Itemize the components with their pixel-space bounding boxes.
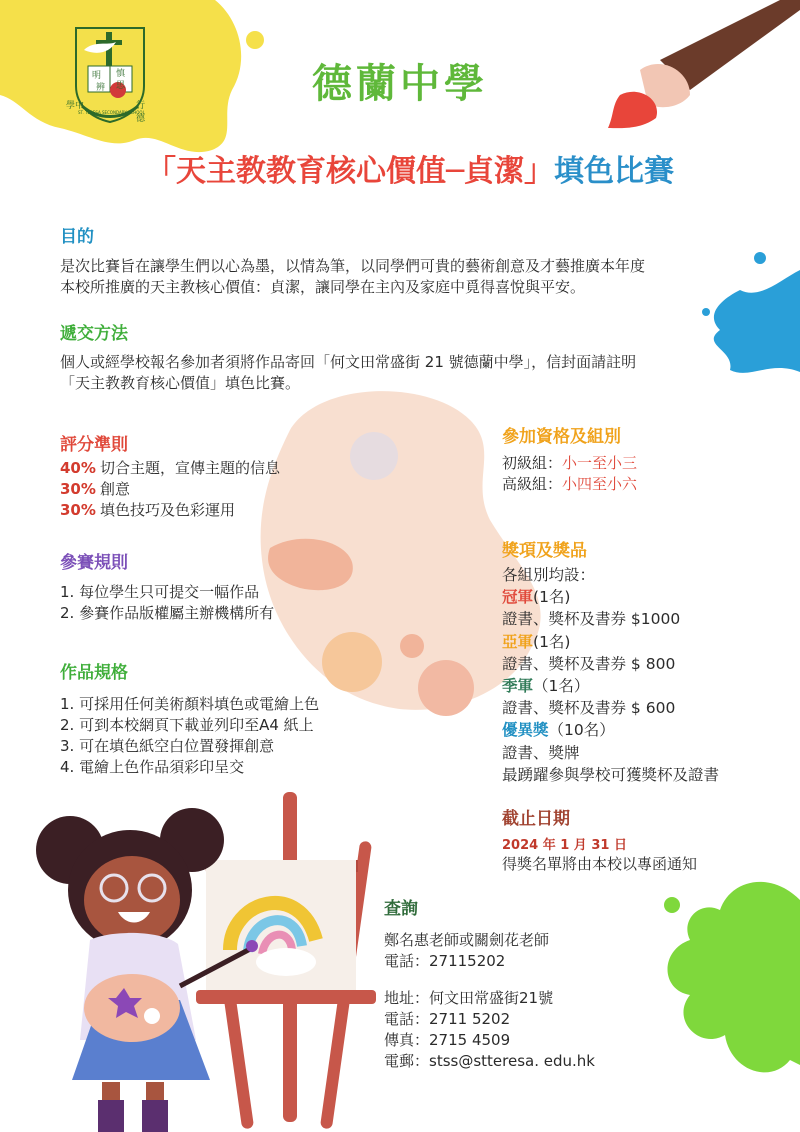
school-fax: 傳真：2715 4509 — [384, 1031, 511, 1049]
first-runner-label: 亞軍 — [502, 632, 534, 651]
scoring-weight: 40% — [60, 459, 96, 477]
scoring-heading: 評分準則 — [60, 435, 128, 455]
merit-count: （10名） — [548, 721, 615, 740]
palette-dab-orange — [322, 632, 382, 692]
spec-heading: 作品規格 — [60, 663, 128, 683]
spec-item: 2. 可到本校網頁下載並列印至A4 紙上 — [60, 716, 314, 734]
junior-value: 小一至小三 — [562, 454, 638, 472]
submission-line-2: 「天主教教育核心價值」填色比賽。 — [60, 374, 301, 392]
awards-heading: 獎項及獎品 — [502, 541, 587, 561]
second-runner-label: 季軍 — [502, 677, 534, 696]
senior-label: 高級組： — [502, 475, 563, 493]
school-contacts — [384, 988, 684, 1072]
scoring-item — [60, 500, 380, 521]
award-first-runner — [502, 631, 792, 653]
logo-motto-right: 行德 — [136, 101, 146, 124]
award-champion — [502, 586, 792, 608]
scoring-item — [60, 458, 380, 479]
enquiry-phone: 電話：27115202 — [384, 952, 506, 970]
rules-heading: 參賽規則 — [60, 553, 128, 573]
rules-list — [60, 582, 380, 624]
junior-label: 初級組： — [502, 454, 563, 472]
eligibility-junior — [502, 453, 762, 474]
rules-item: 1. 每位學生只可提交一幅作品 — [60, 583, 260, 601]
first-runner-prize: 證書、獎杯及書券 $ 800 — [502, 654, 676, 673]
eligibility-heading: 參加資格及組別 — [502, 427, 621, 447]
merit-prize: 證書、獎牌 — [502, 743, 580, 762]
award-second-runner — [502, 675, 792, 697]
school-address: 地址：何文田常盛街21號 — [384, 989, 554, 1007]
enquiry-contacts — [384, 930, 684, 972]
scoring-criterion: 創意 — [100, 480, 131, 498]
logo-char-shen: 慎 — [116, 69, 126, 79]
spec-item: 4. 電繪上色作品須彩印呈交 — [60, 758, 245, 776]
purpose-line-1: 是次比賽旨在讓學生們以心為墨，以情為筆，以同學們可貴的藝術創意及才藝推廣本年度 — [60, 257, 646, 275]
competition-title — [40, 146, 780, 190]
logo-char-ming: 明 — [92, 71, 102, 81]
title-theme: 「天主教教育核心價值─貞潔」 — [145, 154, 555, 189]
blue-paint-drop-small — [702, 308, 710, 316]
spec-item: 1. 可採用任何美術顏料填色或電繪上色 — [60, 695, 320, 713]
scoring-item — [60, 479, 380, 500]
eligibility-list — [502, 453, 762, 495]
rules-item: 2. 參賽作品版權屬主辦機構所有 — [60, 604, 275, 622]
submission-line-1: 個人或經學校報名參加者須將作品寄回「何文田常盛街 21 號德蘭中學」，信封面請註明 — [60, 353, 637, 371]
merit-label: 優異獎 — [502, 721, 549, 740]
purpose-line-2: 本校所推廣的天主教核心價值：貞潔，讓同學在主內及家庭中覓得喜悅與平安。 — [60, 278, 586, 296]
school-name: 德蘭中學 — [312, 61, 488, 107]
second-runner-prize: 證書、獎杯及書券 $ 600 — [502, 699, 676, 718]
awards-list — [502, 564, 792, 786]
school-phone: 電話：2711 5202 — [384, 1010, 511, 1028]
scoring-list — [60, 458, 380, 521]
spec-list — [60, 694, 400, 778]
scoring-criterion: 切合主題，宣傳主題的信息 — [100, 459, 281, 477]
palette-dab-small — [400, 634, 424, 658]
enquiry-teachers: 鄭名惠老師或關劍花老師 — [384, 931, 550, 949]
award-merit — [502, 719, 792, 741]
senior-value: 小四至小六 — [562, 475, 638, 493]
eligibility-senior — [502, 474, 762, 495]
green-paint-drop — [664, 897, 680, 913]
purpose-text — [60, 256, 760, 298]
logo-motto-left: 學中 — [66, 101, 85, 111]
champion-count: (1名) — [533, 588, 571, 607]
submission-text — [60, 352, 760, 394]
deadline-note: 得獎名單將由本校以專函通知 — [502, 855, 698, 873]
champion-label: 冠軍 — [502, 588, 534, 607]
palette-dab-pink — [418, 660, 474, 716]
second-runner-count: （1名） — [533, 677, 590, 696]
deadline-heading: 截止日期 — [502, 809, 570, 829]
enquiry-heading: 查詢 — [384, 899, 418, 919]
first-runner-count: (1名) — [533, 632, 571, 651]
submission-heading: 遞交方法 — [60, 324, 128, 344]
green-paint-splash — [668, 882, 800, 1073]
spec-item: 3. 可在填色紙空白位置發揮創意 — [60, 737, 275, 755]
deadline-date: 2024 年 1 月 31 日 — [502, 838, 627, 853]
logo-char-si: 思 — [116, 81, 126, 91]
logo-ribbon-text: ST. TERESA SECONDARY SCHOOL — [78, 110, 145, 115]
awards-intro: 各組別均設： — [502, 566, 596, 584]
purpose-heading: 目的 — [60, 227, 94, 247]
school-award: 最踴躍參與學校可獲獎杯及證書 — [502, 765, 720, 784]
yellow-paint-drop — [246, 31, 264, 49]
logo-char-bian: 辨 — [96, 83, 106, 93]
champion-prize: 證書、獎杯及書券 $1000 — [502, 610, 681, 629]
school-email[interactable]: 電郵：stss@stteresa. edu.hk — [384, 1052, 595, 1070]
scoring-weight: 30% — [60, 501, 96, 519]
scoring-criterion: 填色技巧及色彩運用 — [100, 501, 236, 519]
title-event: 填色比賽 — [554, 154, 675, 189]
scoring-weight: 30% — [60, 480, 96, 498]
